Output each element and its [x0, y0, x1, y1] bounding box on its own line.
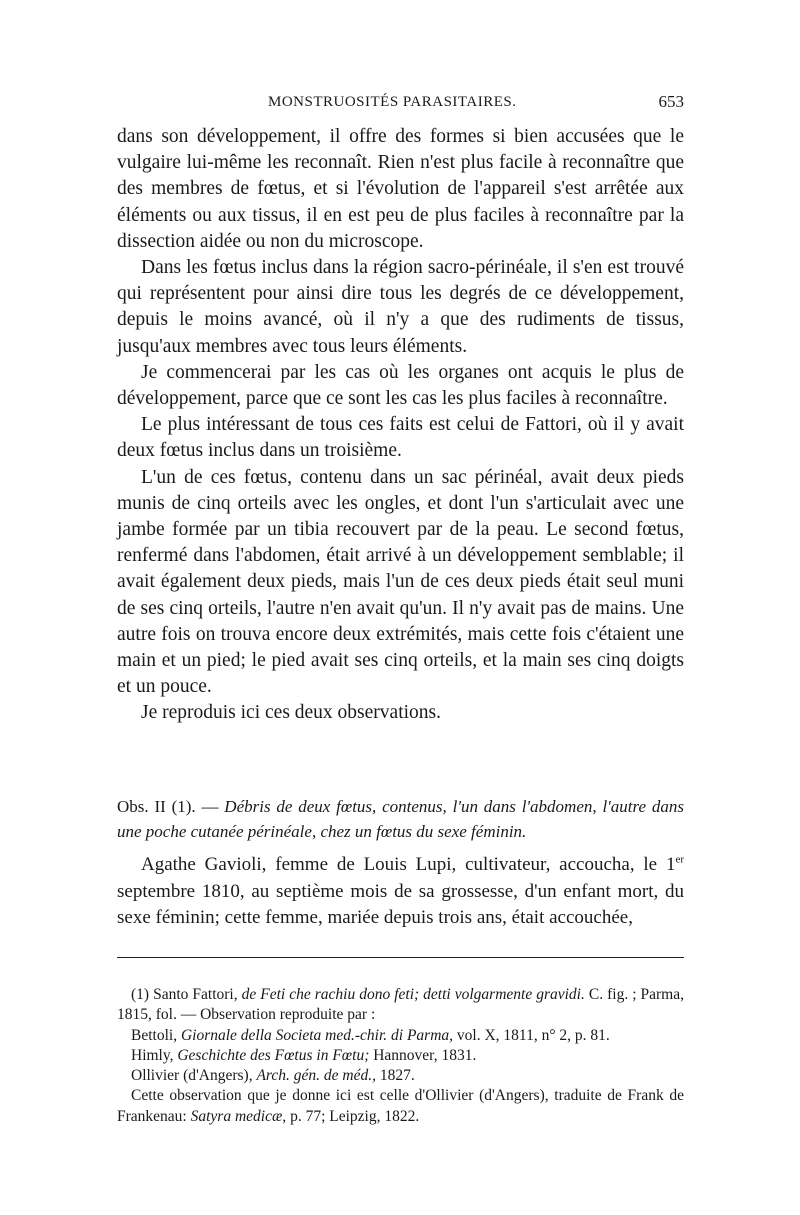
paragraph: Dans les fœtus inclus dans la région sacro-périnéale, il s'en est trouvé qui représentent pour ainsi dire tous les degrés de ce développement, depuis le moins avancé, où il n'y a que des rudiments de tissus, jusqu'aux membres avec tous leurs éléments. [117, 257, 684, 357]
footnote-divider [117, 957, 684, 958]
footnote-italic: Arch. gén. de méd., [256, 1067, 376, 1085]
paragraph: Je reproduis ici ces deux observations. [141, 702, 442, 724]
footnote [117, 1086, 684, 1127]
page-number: 653 [658, 92, 684, 111]
footnote-text: vol. X, 1811, n° 2, p. 81. [453, 1026, 610, 1044]
page-header [118, 92, 684, 122]
footnote-text: (1) Santo Fattori, [131, 986, 242, 1003]
footnote [117, 985, 684, 1026]
footnote-text: Ollivier (d'Angers), [131, 1067, 257, 1085]
running-title: MONSTRUOSITÉS PARASITAIRES. [268, 94, 517, 110]
case-paragraph [117, 852, 684, 932]
case-text [117, 852, 684, 932]
paragraph: L'un de ces fœtus, contenu dans un sac périnéal, avait deux pieds munis de cinq orteils avec les ongles, et dont l'un s'articulait avec une jambe formée par un tibia recouvert par de la peau. Le second fœtus, renfermé dans l'abdomen, était arrivé à un développement semblable; il avait également deux pieds, mais l'un de ces deux pieds était seul muni de ses cinq orteils, l'autre n'en avait qu'un. Il n'y avait pas de mains. Une autre fois on trouva encore deux extrémités, mais cette fois c'étaient une main et un pied; le pied avait ses cinq orteils, et la main ses cinq doigts et un pouce. [117, 466, 684, 698]
paragraph: dans son développement, il offre des formes si bien accusées que le vulgaire lui-même les reconnaît. Rien n'est plus facile à reconnaître que des membres de fœtus, et si l'évolution de l'appareil s'est arrêtée aux éléments ou aux tissus, il en est peu de plus faciles à reconnaître par la dissection aidée ou non du microscope. [117, 126, 684, 252]
case-text-start: Agathe Gavioli, femme de Louis Lupi, cultivateur, accoucha, le 1 [141, 854, 676, 875]
footnote-italic: Geschichte des Fœtus in Fœtu; [177, 1046, 370, 1064]
footnotes [117, 985, 684, 1127]
observation-heading [117, 794, 684, 844]
paragraph: Le plus intéressant de tous ces faits est celui de Fattori, où il y avait deux fœtus inclus dans un troisième. [117, 414, 684, 462]
footnote-text: C. fig. ; Parma, 1815, fol. — Observation reproduite par : [117, 986, 684, 1024]
footnote-text: Cette observation que je donne ici est celle d'Ollivier (d'Angers), traduite de Frank de Frankenau: [117, 1087, 684, 1125]
footnote-italic: de Feti che rachiu dono feti; detti volgarmente gravidi. [241, 986, 585, 1003]
footnote [117, 1066, 684, 1086]
ordinal-superscript: er [675, 853, 684, 866]
paragraph: Je commencerai par les cas où les organes ont acquis le plus de développement, parce que ce sont les cas les plus faciles à reconnaître. [117, 361, 684, 410]
footnote-text: 1827. [375, 1067, 415, 1085]
case-text-end: septembre 1810, au septième mois de sa grossesse, d'un enfant mort, du sexe féminin; cette femme, mariée depuis trois ans, était accouchée, [117, 880, 684, 928]
observation-label: Obs. II (1). — [117, 797, 225, 816]
main-text [117, 124, 684, 727]
footnote [117, 1026, 684, 1046]
footnote-italic: Satyra medicæ, [190, 1107, 287, 1125]
footnote-text: Himly, [131, 1046, 178, 1064]
footnote-text: Hannover, 1831. [369, 1046, 477, 1064]
observation-title: Débris de deux fœtus, contenus, l'un dans l'abdomen, l'autre dans une poche cutanée périnéale, chez un fœtus du sexe féminin. [117, 797, 684, 841]
footnote [117, 1046, 684, 1066]
footnote-text: Bettoli, [131, 1026, 181, 1044]
footnote-italic: Giornale della Societa med.-chir. di Parma, [180, 1026, 454, 1044]
footnote-text: p. 77; Leipzig, 1822. [286, 1107, 420, 1125]
